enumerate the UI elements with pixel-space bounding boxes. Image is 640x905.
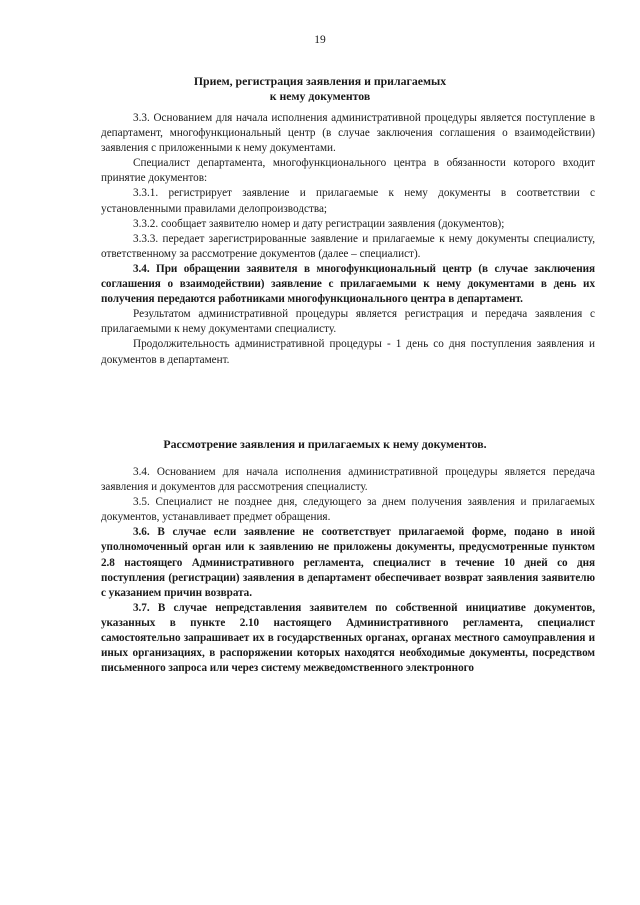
page-number: 19 — [314, 34, 326, 46]
paragraph-3-5: 3.5. Специалист не позднее дня, следующего за днем получения заявления и прилагаемых документов, устанавливает предмет обращения. — [101, 496, 595, 524]
paragraph-3-3-2: 3.3.2. сообщает заявителю номер и дату регистрации заявления (документов); — [133, 217, 505, 230]
paragraph-result: Результатом административной процедуры является регистрация и передача заявления с прилагаемыми к нему документами специалисту. — [101, 308, 595, 336]
section-body-review — [101, 465, 595, 676]
section-title-intake — [100, 74, 540, 104]
paragraph-duration: Продолжительность административной процедуры - 1 день со дня поступления заявления и документов в департамент. — [101, 338, 595, 366]
paragraph-3-3: 3.3. Основанием для начала исполнения административной процедуры является поступление в департамент, многофункциональный центр (в случае заключения соглашения о взаимодействии) заявления с приложенными к нему документами. — [101, 112, 595, 155]
section-body-intake — [101, 111, 595, 368]
section-title-line-1: Прием, регистрация заявления и прилагаемых — [193, 74, 447, 88]
paragraph-3-3-3: 3.3.3. передает зарегистрированные заявление и прилагаемые к нему документы специалисту, ответственному за рассмотрение документов (далее – специалист). — [101, 232, 595, 260]
paragraph-3-3-1: 3.3.1. регистрирует заявление и прилагаемые к нему документы в соответствии с установленными правилами делопроизводства; — [101, 187, 595, 215]
paragraph-specialist-duties: Специалист департамента, многофункционального центра в обязанности которого входит принятие документов: — [101, 157, 595, 185]
paragraph-3-4-mfc: 3.4. При обращении заявителя в многофункциональный центр (в случае заключения соглашения о взаимодействии) заявление с прилагаемыми к нему документами в день их получения передаются работниками многофункционального центра в департамент. — [101, 262, 595, 306]
paragraph-3-6: 3.6. В случае если заявление не соответствует прилагаемой форме, подано в иной уполномоченный орган или к заявлению не приложены документы, предусмотренные пунктом 2.8 настоящего Административного регламента, специалист в течение 10 дней со дня поступления (регистрации) заявления в департамент обеспечивает возврат заявления заявителю с указанием причин возврата. — [101, 526, 595, 599]
section-title-review: Рассмотрение заявления и прилагаемых к нему документов. — [163, 437, 487, 451]
section-title-line-2: к нему документов — [269, 89, 371, 103]
paragraph-3-7: 3.7. В случае непредставления заявителем по собственной инициативе документов, указанных в пункте 2.10 настоящего Административного регламента, специалист самостоятельно запрашивает их в государственных органах, органах местного самоуправления и иных организациях, в распоряжении которых находятся необходимые документы, посредством письменного запроса или через систему межведомственного электронного — [101, 601, 595, 675]
paragraph-3-4-review: 3.4. Основанием для начала исполнения административной процедуры является передача заявления и документов для рассмотрения специалисту. — [101, 466, 595, 494]
